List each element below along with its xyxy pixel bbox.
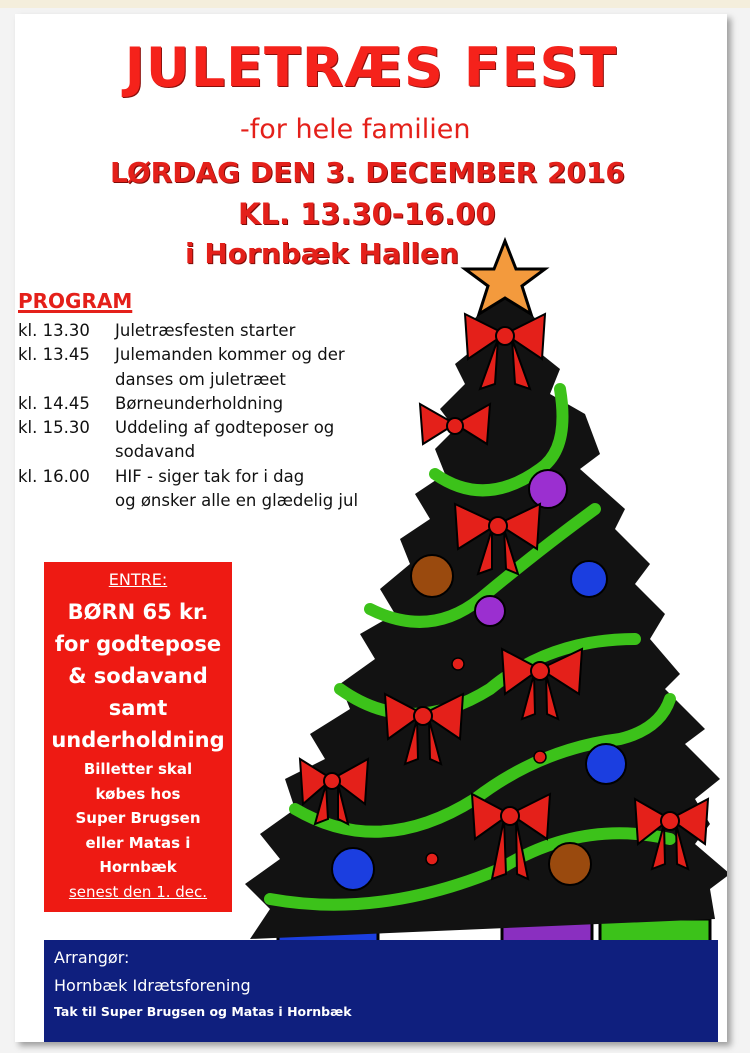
entry-line: samt <box>108 696 168 720</box>
bauble-purple <box>529 470 567 508</box>
program-time: kl. 15.30 <box>18 418 90 438</box>
program-text: Uddeling af godteposer og sodavand <box>115 418 335 462</box>
entry-line: underholdning <box>51 728 225 752</box>
program-heading: PROGRAM <box>18 289 133 313</box>
program-item <box>18 416 378 465</box>
sponsor-thanks: Tak til Super Brugsen og Matas i Hornbæk <box>54 1004 352 1019</box>
program-text: HIF - siger tak for i dag og ønsker alle en glædelig jul <box>115 466 359 511</box>
holly-berry <box>452 658 464 670</box>
ticket-deadline: senest den 1. dec. <box>68 882 208 901</box>
program-text: Børneunderholdning <box>115 393 284 413</box>
poster-subtitle: -for hele familien <box>240 114 471 145</box>
entry-label: ENTRE: <box>108 570 168 589</box>
event-date: LØRDAG DEN 3. DECEMBER 2016 <box>110 156 625 189</box>
holly-berry <box>426 853 438 865</box>
ticket-line: eller Matas i <box>85 833 191 852</box>
event-time: KL. 13.30-16.00 <box>238 197 496 231</box>
program-list <box>18 319 378 513</box>
entry-price-text <box>44 596 232 756</box>
event-venue: i Hornbæk Hallen <box>185 237 459 270</box>
program-time: kl. 16.00 <box>18 466 90 486</box>
bauble-blue <box>586 744 626 784</box>
organizer-name: Hornbæk Idrætsforening <box>54 976 251 995</box>
top-strip <box>0 0 750 8</box>
ticket-info <box>44 757 232 904</box>
bauble-blue <box>332 848 374 890</box>
ticket-line: Hornbæk <box>99 858 177 876</box>
poster <box>15 14 727 1042</box>
bauble-purple <box>475 596 505 626</box>
bauble-blue <box>571 561 607 597</box>
program-item <box>18 319 378 343</box>
entry-line: & sodavand <box>68 664 208 688</box>
program-item <box>18 465 378 514</box>
program-time: kl. 14.45 <box>18 393 90 413</box>
entry-line: BØRN 65 kr. <box>67 600 209 624</box>
bauble-brown <box>549 843 591 885</box>
ticket-line: Super Brugsen <box>75 809 201 827</box>
bauble-brown <box>411 555 453 597</box>
entry-box <box>44 562 232 912</box>
program-item <box>18 343 378 392</box>
organizer-footer <box>44 940 718 1042</box>
holly-berry <box>534 751 546 763</box>
ticket-line: Billetter skal <box>83 760 193 778</box>
organizer-label: Arrangør: <box>54 948 130 967</box>
program-time: kl. 13.30 <box>18 321 90 340</box>
program-text: Julemanden kommer og der danses om juletræet <box>115 345 345 389</box>
poster-title: JULETRÆS FEST <box>124 36 618 99</box>
program-item <box>18 392 378 416</box>
program-text: Juletræsfesten starter <box>115 321 296 340</box>
program-time: kl. 13.45 <box>18 345 90 365</box>
entry-line: for godtepose <box>54 632 222 656</box>
ticket-line: købes hos <box>95 784 181 803</box>
